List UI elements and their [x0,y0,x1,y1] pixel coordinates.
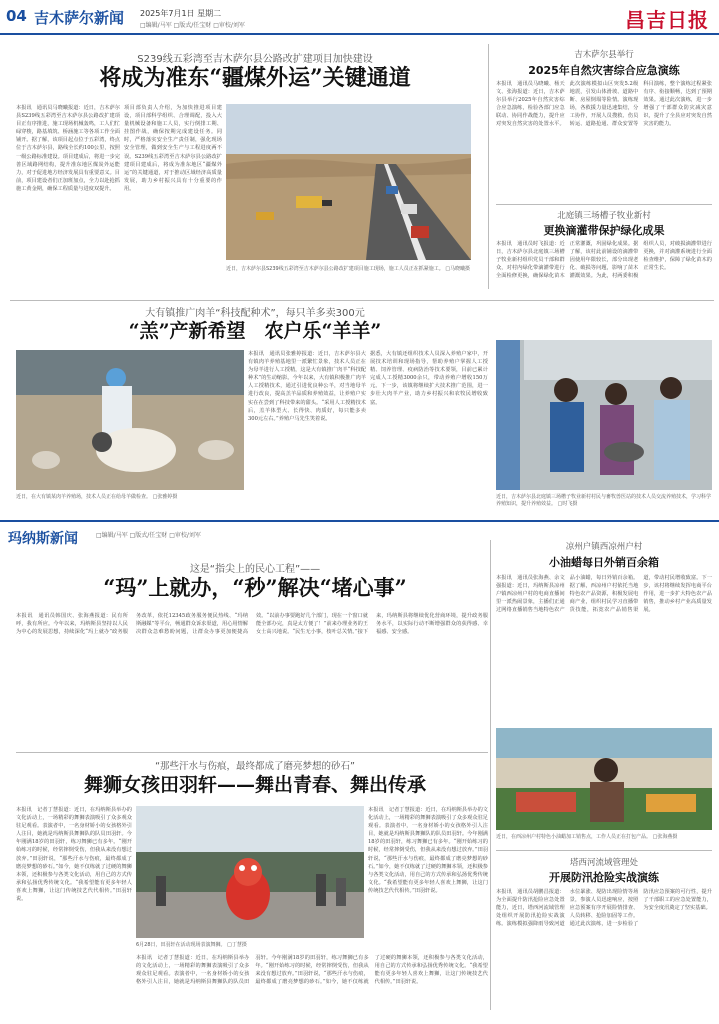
story1-column-2: 项目部负责人介绍，为加快推进项目建设，项目部科学组织、合理调配，投入大量机械设备和施工人员，实行倒排工期、挂图作战，确保按期完成建设任务。同时，严格落实安全生产责任制，强化现场安全管理，做到安全生产与工程进度两不误。S239线五彩湾至吉木萨尔县公路改扩建项目建成后，将成为准东地区“疆煤外运”的关键通道，对于推动区域经济高质量发展，助力乡村振兴具有十分重要的作用。 [124,105,222,192]
story-divider-lower [496,850,712,851]
story3-body: 本报讯 通讯员时飞报道：近日，吉木萨尔县北庭镇三场槽子牧业新村组织党员干部和群众，对村内绿化带滴灌带进行全面检修更换，确保绿化苗木正常灌溉，巩固绿化成果。据了解，该村此前铺设的滴灌带因使用年限较长，部分出现老化、破损等问题，影响了苗木灌溉效果。为此，村两委积极组织人员，对破损滴灌带进行更换，并对滴灌系统进行全面检查维护，保障了绿化苗木的正常生长。 [496,241,712,280]
vendor-image [496,728,712,830]
story8-headline: 开展防汛抢险实战演练 [549,871,659,884]
story2-headline: 2025年自然灾害综合应急演练 [528,64,680,77]
story-divider-mid [16,752,488,753]
header-divider [0,33,719,35]
page-number: 04 [6,7,27,25]
lion-dance-credit: □丁慧摄 [227,942,247,948]
sheep-photo-caption-text: 近日，在大有镇某肉羊养殖场，技术人员正在给母羊做检查。 [16,494,152,500]
story4-kicker: 大有镇推广肉羊“科技配种术”，每只羊多卖300元 [145,308,365,319]
livestock-training-photo [496,340,712,490]
livestock-photo-caption [496,494,712,508]
lion-dance-caption-text: 6月28日，田羽轩在活动现场表演舞狮。 [136,942,226,948]
issue-date: 2025年7月1日 星期二 [140,9,222,18]
road-photo-caption-text: 近日，吉木萨尔县S239线五彩湾至吉木萨尔县公路改扩建项目施工现场，施工人员正在抓紧施工。 [226,266,444,272]
story4-column-2: 据悉，大有镇还组织技术人员深入养殖户家中，开展技术培训和现场指导，帮助养殖户掌握人工授精、饲养管理、疫病防治等技术要领，目前已累计完成人工授精3000余只，带动养殖户增收150万元。下一步，该镇将继续扩大技术推广范围，进一步壮大肉羊产业，助力乡村振兴和农牧民增收致富。 [370,351,488,406]
sheep-photo-caption [16,494,244,501]
vendor-photo-caption-text: 近日，在西凉州户村特色小油蜡加工销售点，工作人员正在打包产品。 [496,834,652,840]
story5-kicker: 这是“指尖上的民心工程”—— [189,564,321,575]
story-divider [496,204,712,205]
story7-column-3: 本报讯 记者丁慧报道：近日，在玛纳斯县举办的文化活动上，一场精彩的舞狮表演吸引了众多观众驻足观看。表演者中，一名身材娇小的女孩格外引人注目，她就是玛纳斯县舞狮队的队员田羽轩。今年刚满18岁的田羽轩，练习舞狮已有多年。“刚开始练习的时候，经常摔倒受伤，但我从来没有想过放弃。”田羽轩说，“那些汗水与伤痕，最终都成了磨亮梦想的砂石。”如今，她不仅练就了过硬的舞狮本领，还积极参与各类文化活动，用自己的方式传承和弘扬优秀传统文化。“我希望能有更多年轻人喜欢上舞狮，让这门传统技艺代代相传。”田羽轩说。 [368,807,488,894]
story3-headline: 更换滴灌带保护绿化成果 [543,224,665,237]
story3-kicker: 北庭镇三场槽子牧业新村 [557,211,651,221]
lion-dance-photo [136,806,364,938]
column-divider-lower [490,540,491,1010]
editor-credits: □编辑/马军 □版式/任宝财 □审校/刘军 [140,22,245,29]
vendor-photo-credit: □张海燕摄 [652,834,678,840]
livestock-photo-credit: □时飞摄 [557,501,578,507]
road-photo-credit: □马晓曦摄 [445,266,471,272]
road-construction-photo [226,104,471,260]
story5-headline: “玛”上就办，“秒”解决“堵心事” [103,575,407,600]
story7-continued: 本报讯 记者丁慧报道：近日，在玛纳斯县举办的文化活动上，一场精彩的舞狮表演吸引了众多观众驻足观看。表演者中，一名身材娇小的女孩格外引人注目，她就是玛纳斯县舞狮队的队员田羽轩。今年刚满18岁的田羽轩，练习舞狮已有多年。“刚开始练习的时候，经常摔倒受伤，但我从来没有想过放弃。”田羽轩说，“那些汗水与伤痕，最终都成了磨亮梦想的砂石。”如今，她不仅练就了过硬的舞狮本领，还积极参与各类文化活动，用自己的方式传承和弘扬优秀传统文化。“我希望能有更多年轻人喜欢上舞狮，让这门传统技艺代代相传。”田羽轩说。 [136,955,488,986]
sheep-photo [16,350,244,490]
lion-dance-image [136,806,364,938]
livestock-photo-caption-text: 近日，吉木萨尔县北庭镇三场槽子牧业新村村民与畜牧兽医站的技术人员交流养殖技术，学习科学养殖知识，提升养殖效益。 [496,494,712,507]
story7-kicker: “那些汗水与伤痕，最终都成了磨亮梦想的砂石” [155,761,355,772]
story6-body: 本报讯 通讯员张海燕、余文强报道：近日，玛纳斯县凉州户镇西凉州户村的电商直播间里一派热闹景象，主播们正通过网络直播销售当地特色农产品小油蜡，每日外销百余箱。据了解，西凉州户村依托当地特色农产品资源，积极发展电商产业，组织村民学习直播带货技能，拓宽农产品销售渠道，带动村民增收致富。下一步，该村将继续发挥电商平台作用，进一步扩大特色农产品销售，推动乡村产业高质量发展。 [496,575,712,614]
story8-body: 本报讯 通讯员胡鹏昌报道：为全面提升防汛抢险应急处置能力，近日，塔西河流域管理处组织开展防汛抢险实战演练。演练模拟强降雨导致河道水位暴涨、堤防出现险情等场景，参演人员迅速响应，按照应急预案有序开展险情排查、人员转移、抢险加固等工作。通过此次演练，进一步检验了防汛应急预案的可行性，提升了干部职工的应急处置能力，为安全度汛奠定了坚实基础。 [496,889,712,928]
story7-column-1: 本报讯 记者丁慧报道：近日，在玛纳斯县举办的文化活动上，一场精彩的舞狮表演吸引了众多观众驻足观看。表演者中，一名身材娇小的女孩格外引人注目，她就是玛纳斯县舞狮队的队员田羽轩。今年刚满18岁的田羽轩，练习舞狮已有多年。“刚开始练习的时候，经常摔倒受伤，但我从来没有想过放弃。”田羽轩说，“那些汗水与伤痕，最终都成了磨亮梦想的砂石。”如今，她不仅练就了过硬的舞狮本领，还积极参与各类文化活动，用自己的方式传承和弘扬优秀传统文化。“我希望能有更多年轻人喜欢上舞狮，让这门传统技艺代代相传。”田羽轩说。 [16,807,132,903]
sheep-photo-credit: □张雅婷摄 [152,494,178,500]
page-header [0,0,719,34]
section-title: 吉木萨尔新闻 [34,9,125,27]
section-divider [10,300,714,301]
story8-kicker: 塔西河流域管理处 [569,858,638,868]
road-photo-caption [226,266,471,273]
story2-body: 本报讯 通讯员马晓曦、杨天文、张海报道：近日，吉木萨尔县举行2025年自然灾害综合应急演练，检验各部门应急联动、协同作战能力，提升应对突发自然灾害的处置水平。此次演练模拟山区突发5.2级地震，引发山体滑坡、道路中断、房屋倒塌等险情。演练现场，各救援力量迅速集结，分工协作，开展人员搜救、伤员转运、道路抢通、群众安置等科目演练，整个演练过程紧张有序、衔接顺畅，达到了预期效果。通过此次演练，进一步增强了干部群众防灾减灾意识，提升了全县应对突发自然灾害的能力。 [496,81,712,128]
lion-dance-caption [136,942,364,949]
story4-headline: “羔”产新希望 农户乐“羊羊” [128,320,382,342]
newspaper-logo: 昌吉日报 [625,8,709,32]
column-divider [488,44,489,289]
mid-section-title: 玛纳斯新闻 [8,531,78,547]
story1-headline: 将成为准东“疆煤外运”关键通道 [99,65,411,91]
road-construction-image [226,104,471,260]
story1-kicker: S239线五彩湾至吉木萨尔县公路改扩建项目加快建设 [137,54,373,65]
vendor-photo [496,728,712,830]
story2-kicker: 吉木萨尔县举行 [574,50,634,60]
mid-section-rule [0,520,719,522]
story6-kicker: 凉州户镇西凉州户村 [565,542,643,552]
mid-section-editors: □编辑/马军 □版式/任宝财 □审校/刘军 [96,532,201,539]
vendor-photo-caption [496,834,712,841]
story7-headline: 舞狮女孩田羽轩——舞出青春、舞出传承 [83,774,426,796]
story6-headline: 小油蜡每日外销百余箱 [549,556,659,569]
story4-column-1: 本报讯 通讯员张雅婷报道：近日，吉木萨尔县大有镇肉羊养殖基地里一派繁忙景象，技术人员正在为母羊进行人工授精，这是大有镇推广肉羊“科技配种术”的生动缩影。今年以来，大有镇积极推广肉羊人工授精技术，通过引进优良种公羊，对当地母羊进行改良，提高羔羊品质和养殖效益，让养殖户实实在在尝到了科技带来的甜头。“采用人工授精技术后，羔羊体型大、长得快、肉质好，每只能多卖300元左右。”养殖户马先生笑着说。 [248,351,366,422]
story5-body: 本报讯 通讯员韩国庆、张海燕报道：民有所呼，我有所应。今年以来，玛纳斯县坚持以人民为中心的发展思想，持续深化“玛上就办”政务服务改革，依托12345政务服务便民热线、“玛纳斯融媒”等平台，畅通群众诉求渠道，用心用情解决群众急难愁盼问题，让群众办事更加便捷高效。“以前办事要跑好几个部门，现在一个窗口就能全部办完，真是太方便了！”前来办理业务的王女士高兴地说。“民生无小事，枝叶总关情。”接下来，玛纳斯县将继续优化营商环境，提升政务服务水平，以实际行动不断增强群众的获得感、幸福感、安全感。 [16,613,488,636]
sheep-farm-image [16,350,244,490]
story1-column-1: 本报讯 通讯员马晓曦报道：近日，吉木萨尔县S239线五彩湾至吉木萨尔县公路改扩建项目正有序推进，施工现场机械轰鸣，工人们忙碌穿梭，路基填筑、桥涵施工等各项工作全面铺开。据了解，该项目起点位于五彩湾，终点位于吉木萨尔县，路线全长约100公里，按照一级公路标准建设。项目建成后，将进一步完善区域路网结构，提升准东地区煤炭外运能力，对于促进地方经济发展具有重要意义。目前，项目建设者们正加班加点，全力以赴抢抓施工黄金期，确保工程质量与进度双提升。 [16,105,120,192]
livestock-training-image [496,340,712,490]
